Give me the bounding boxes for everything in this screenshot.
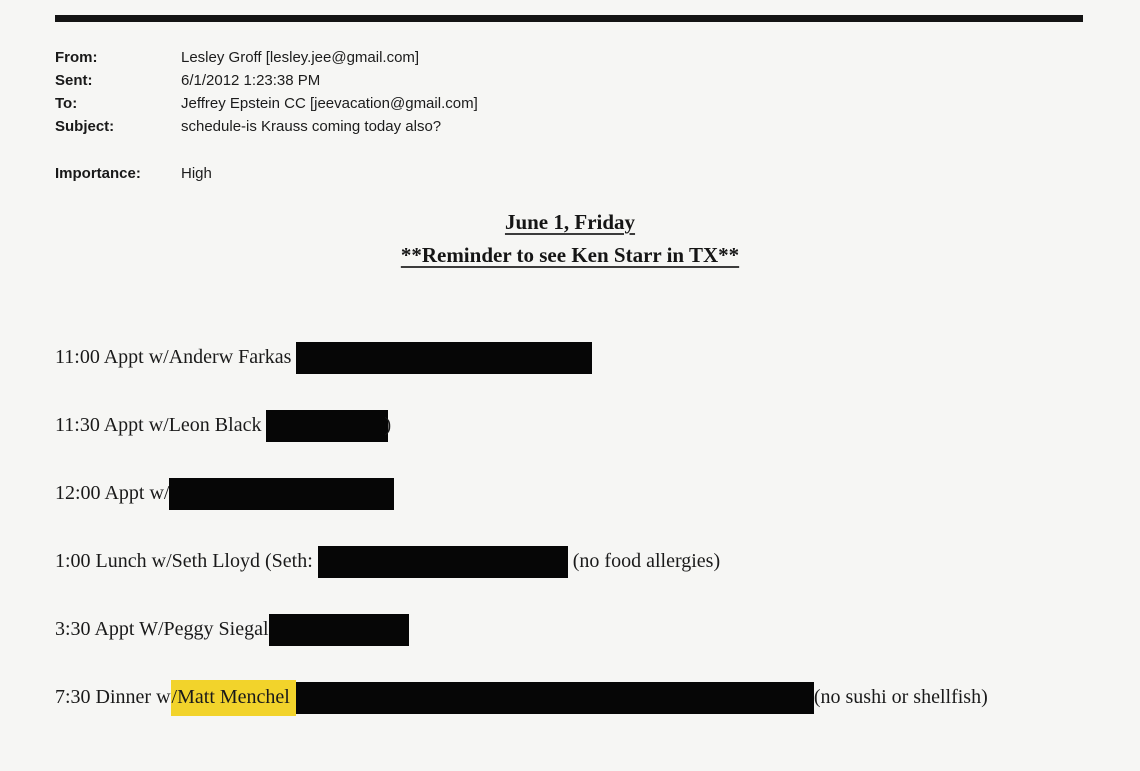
email-header (55, 46, 478, 138)
schedule-entry-330 (55, 595, 1115, 663)
to-value: Jeffrey Epstein CC [jeevacation@gmail.com] (181, 95, 478, 112)
importance-label: Importance: (55, 165, 141, 182)
sent-label: Sent: (55, 72, 93, 89)
entry-suffix: ) (384, 414, 392, 436)
top-horizontal-rule (55, 15, 1083, 22)
importance-value: High (181, 165, 212, 182)
entry-text: 11:00 Appt w/Anderw Farkas (55, 346, 297, 368)
importance-row (55, 162, 212, 185)
subject-value: schedule-is Krauss coming today also? (181, 118, 442, 135)
entry-text: 11:30 Appt w/Leon Black (55, 414, 267, 436)
schedule-headings (0, 206, 1140, 272)
schedule-date-heading: June 1, Friday (504, 210, 636, 234)
redaction-bar (296, 682, 814, 714)
redaction-bar (266, 410, 388, 442)
redaction-bar (318, 546, 568, 578)
entry-suffix: (no food allergies) (567, 550, 721, 572)
schedule-entries (55, 323, 1115, 731)
entry-text: 1:00 Lunch w/Seth Lloyd (Seth: (55, 550, 318, 572)
from-value: Lesley Groff [lesley.jee@gmail.com] (181, 49, 420, 66)
header-row-subject (55, 115, 478, 138)
header-row-from (55, 46, 478, 69)
highlighted-name: /Matt Menchel (171, 680, 296, 716)
schedule-entry-730-dinner (55, 663, 1115, 731)
schedule-entry-100-lunch (55, 527, 1115, 595)
schedule-reminder-heading: **Reminder to see Ken Starr in TX** (400, 243, 740, 267)
schedule-entry-1200 (55, 459, 1115, 527)
to-label: To: (55, 95, 78, 112)
redaction-bar (269, 614, 409, 646)
entry-text: 7:30 Dinner w (55, 686, 171, 708)
redaction-bar (296, 342, 592, 374)
subject-label: Subject: (55, 118, 115, 135)
entry-text: 12:00 Appt w/ (55, 482, 170, 504)
sent-value: 6/1/2012 1:23:38 PM (181, 72, 321, 89)
entry-suffix: (no sushi or shellfish) (813, 686, 988, 708)
entry-text: 3:30 Appt W/Peggy Siegal (55, 618, 269, 640)
header-row-sent (55, 69, 478, 92)
redaction-bar (169, 478, 394, 510)
schedule-entry-1130 (55, 391, 1115, 459)
header-row-to (55, 92, 478, 115)
from-label: From: (55, 49, 98, 66)
schedule-entry-1100 (55, 323, 1115, 391)
